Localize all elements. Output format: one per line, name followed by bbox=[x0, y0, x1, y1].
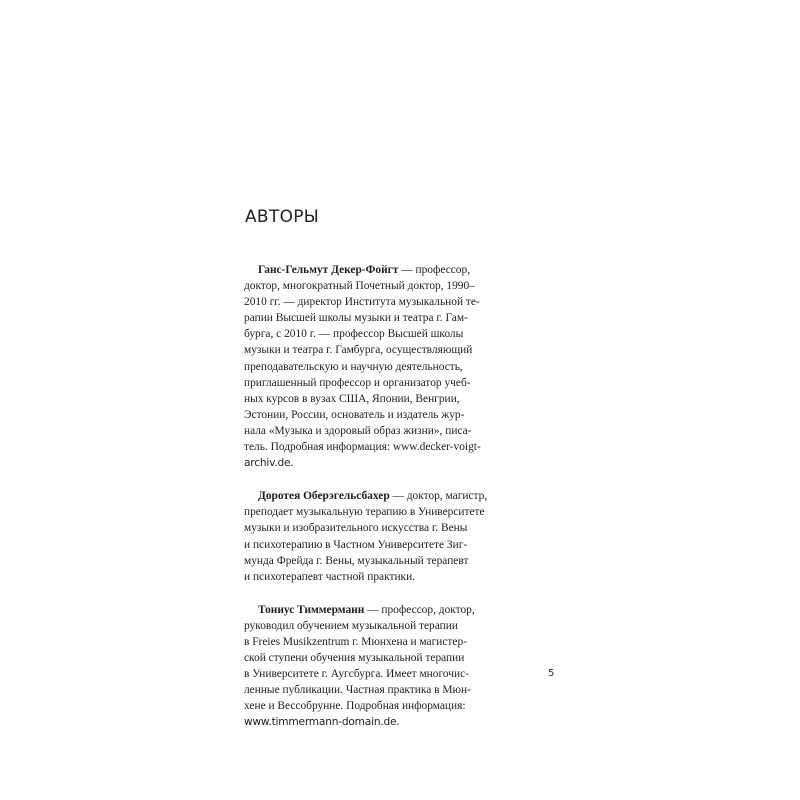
authors-list bbox=[244, 262, 488, 748]
author-name: Тониус Тиммерманн bbox=[258, 603, 365, 616]
author-name: Ганс-Гельмут Декер-Фойгт bbox=[258, 264, 399, 276]
bio-line: в Университете г. Аугсбурга. Имеет многочис- bbox=[244, 668, 469, 681]
bio-line: руководил обучением музыкальной терапии bbox=[244, 619, 458, 632]
bio-line: ных курсов в вузах США, Японии, Венгрии, bbox=[244, 392, 460, 405]
bio-line: доктор, многократный Почетный доктор, 1990– bbox=[244, 280, 475, 293]
author-intro: — доктор, магистр, bbox=[389, 490, 488, 503]
bio-line: Эстонии, России, основатель и издатель жур- bbox=[244, 408, 465, 421]
author-entry bbox=[244, 262, 484, 471]
author-entry bbox=[244, 488, 488, 585]
author-intro: — профессор, bbox=[398, 264, 471, 276]
bio-line: рапии Высшей школы музыки и театра г. Гам- bbox=[244, 312, 468, 325]
bio-line: и психотерапию в Частном Университете Зиг- bbox=[244, 538, 468, 551]
bio-line: музыки и изобразительного искусства г. Вены bbox=[244, 522, 468, 535]
bio-line: хене и Вессобрунне. Подробная информация: bbox=[244, 700, 466, 713]
bio-url-line: archiv.de. bbox=[244, 457, 294, 470]
bio-line: мунда Фрейда г. Вены, музыкальный терапевт bbox=[244, 554, 469, 567]
bio-url-line: www.timmermann-domain.de. bbox=[244, 716, 400, 729]
author-first-line bbox=[244, 488, 488, 504]
bio-line: ленные публикации. Частная практика в Мюн- bbox=[244, 684, 471, 697]
bio-line: нала «Музыка и здоровый образ жизни», писа- bbox=[244, 424, 472, 437]
bio-line: ской ступени обучения музыкальной терапии bbox=[244, 652, 465, 665]
page-heading: АВТОРЫ bbox=[245, 207, 320, 227]
author-first-line bbox=[244, 262, 484, 278]
author-entry bbox=[244, 602, 484, 731]
page-number: 5 bbox=[548, 668, 555, 679]
bio-line: преподает музыкальную терапию в Университете bbox=[244, 506, 485, 519]
bio-line: и психотерапевт частной практики. bbox=[244, 570, 416, 583]
bio-line: преподавательскую и научную деятельность, bbox=[244, 360, 463, 373]
bio-line: 2010 гг. — директор Института музыкальной те- bbox=[244, 296, 480, 309]
bio-line: тель. Подробная информация: www.decker-voigt- bbox=[244, 441, 481, 454]
author-first-line bbox=[244, 602, 484, 618]
author-name: Доротея Оберэгельсбахер bbox=[258, 490, 390, 503]
bio-line: в Freies Musikzentrum г. Мюнхена и магистер- bbox=[244, 635, 467, 648]
bio-line: бурга, с 2010 г. — профессор Высшей школы bbox=[244, 328, 464, 341]
author-intro: — профессор, доктор, bbox=[364, 603, 475, 616]
bio-line: музыки и театра г. Гамбурга, осуществляющий bbox=[244, 344, 473, 357]
bio-line: приглашенный профессор и организатор учеб- bbox=[244, 376, 471, 389]
